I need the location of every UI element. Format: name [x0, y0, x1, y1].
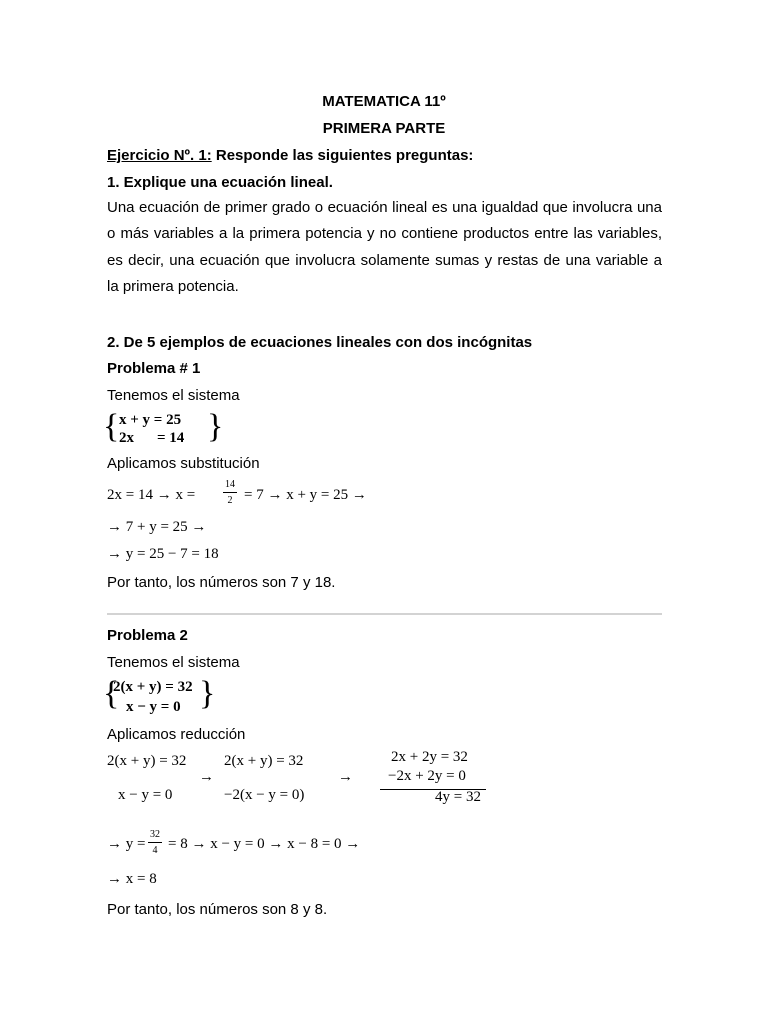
problem-1-intro: Tenemos el sistema [107, 387, 240, 404]
exercise-label: Ejercicio Nº. 1: [107, 147, 212, 164]
question-1-answer: Una ecuación de primer grado o ecuación lineal es una igualdad que involucra una o más variables a la primera potencia y no contiene productos entre las variables, es decir, una ecuación que involucra solamente sumas y restas de una variable a la primera potencia. [107, 199, 662, 296]
fraction-numerator: 14 [225, 479, 235, 490]
problem-2-method: Aplicamos reducción [107, 726, 246, 743]
left-brace: { [103, 408, 120, 445]
problem-2-step-2: → x = 8 [107, 871, 157, 887]
fraction-bar [223, 492, 237, 493]
problem-2-title: Problema 2 [107, 627, 188, 644]
col-1-equation-2: x − y = 0 [118, 787, 173, 803]
system-equation-2: x − y = 0 [126, 699, 181, 715]
step-1-rhs: = 7 → x + y = 25 → [244, 487, 367, 503]
question-2-title: 2. De 5 ejemplos de ecuaciones lineales con dos incógnitas [107, 334, 533, 351]
step-1-lhs: → y = [107, 836, 146, 852]
problem-1-title: Problema # 1 [107, 360, 201, 377]
document-title: MATEMATICA 11º [322, 93, 446, 110]
right-brace: } [199, 675, 216, 712]
system-equation-1: x + y = 25 [119, 412, 182, 428]
col-3-equation-1: 2x + 2y = 32 [391, 749, 468, 765]
document-subtitle: PRIMERA PARTE [322, 120, 446, 137]
problem-1-step-2: → 7 + y = 25 → [107, 519, 207, 535]
fraction-bar [148, 842, 162, 843]
right-brace: } [207, 408, 224, 445]
problem-1-step-3: → y = 25 − 7 = 18 [107, 546, 219, 562]
col-1-equation-1: 2(x + y) = 32 [107, 753, 187, 769]
left-brace: { [103, 675, 120, 712]
arrow-1: → [199, 769, 214, 785]
problem-2-intro: Tenemos el sistema [107, 654, 240, 671]
problem-1-method: Aplicamos substitución [107, 455, 260, 472]
question-1-title: 1. Explique una ecuación lineal. [107, 174, 333, 191]
col-3-equation-2: −2x + 2y = 0 [388, 768, 466, 784]
col-3-result: 4y = 32 [435, 789, 481, 805]
step-1-lhs: 2x = 14 → x = [107, 487, 196, 503]
system-equation-1: 2(x + y) = 32 [113, 679, 193, 695]
problem-2-conclusion: Por tanto, los números son 8 y 8. [107, 901, 328, 918]
exercise-heading [107, 148, 473, 163]
system-equation-2-lhs: 2x [119, 430, 134, 446]
system-equation-2-rhs: = 14 [157, 430, 185, 446]
section-divider [107, 613, 662, 615]
col-2-equation-1: 2(x + y) = 32 [224, 753, 304, 769]
fraction-numerator: 32 [150, 829, 160, 840]
step-1-rhs: = 8 → x − y = 0 → x − 8 = 0 → [168, 836, 361, 852]
arrow-2: → [338, 769, 353, 785]
col-2-equation-2: −2(x − y = 0) [224, 787, 305, 803]
fraction-denominator: 2 [227, 495, 233, 506]
fraction-denominator: 4 [152, 845, 158, 856]
problem-1-conclusion: Por tanto, los números son 7 y 18. [107, 574, 336, 591]
exercise-instruction: Responde las siguientes preguntas: [215, 147, 474, 164]
